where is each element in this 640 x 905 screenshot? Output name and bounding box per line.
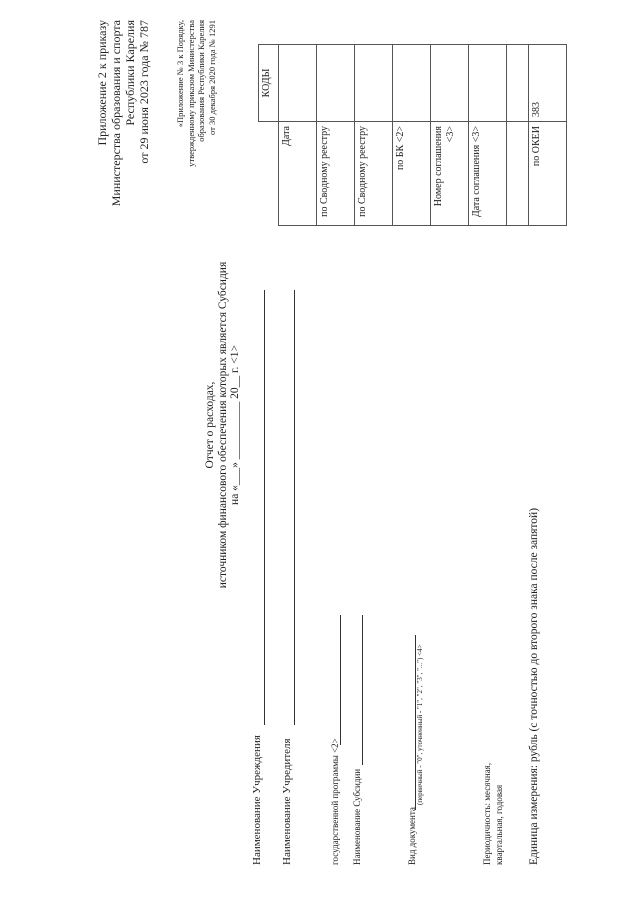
doc-type-label: Вид документа xyxy=(407,807,417,865)
codes-row-value[interactable] xyxy=(507,45,529,122)
codes-row-label: по Сводному реестру xyxy=(317,122,355,226)
appendix-block xyxy=(95,20,151,230)
periodicity-line-1: Периодичность: месячная, xyxy=(482,762,492,865)
state-program-line[interactable] xyxy=(340,615,341,745)
codes-row-value[interactable] xyxy=(279,45,317,122)
subsidy-line[interactable] xyxy=(362,615,363,765)
codes-row-value[interactable]: 383 xyxy=(529,45,567,122)
doc-type-hint: (первичный - "0", уточненный - "1", "2", "3", "...") <4> xyxy=(416,644,424,805)
founder-label: Наименование Учредителя xyxy=(281,738,293,865)
codes-row-value[interactable] xyxy=(431,45,469,122)
appendix-quote-block xyxy=(175,20,217,225)
appendix-quote-line: образования Республики Карелия xyxy=(196,20,206,142)
codes-row-label: по ОКЕИ xyxy=(529,122,567,226)
unit-label: Единица измерения: рубль (с точностью до второго знака после запятой) xyxy=(528,507,540,865)
codes-table xyxy=(258,44,567,226)
title-line: источником финансового обеспечения которых является Субсидия xyxy=(216,261,229,589)
subsidy-label: Наименование Субсидии xyxy=(352,768,362,865)
codes-row-value[interactable] xyxy=(355,45,393,122)
codes-row-label: по БК <2> xyxy=(393,122,431,226)
codes-row-label: Номер соглашения <3> xyxy=(431,122,469,226)
codes-row-value[interactable] xyxy=(393,45,431,122)
codes-row-value[interactable] xyxy=(317,45,355,122)
report-title xyxy=(204,245,242,605)
state-program-label: государственной программы <2> xyxy=(330,738,340,865)
codes-row-label: по Сводному реестру xyxy=(355,122,393,226)
appendix-line: от 29 июня 2023 года № 787 xyxy=(137,20,151,164)
title-line: на «___» __________ 20__ г. <1> xyxy=(229,345,241,505)
founder-line[interactable] xyxy=(294,290,295,725)
codes-row-value[interactable] xyxy=(469,45,507,122)
institution-line[interactable] xyxy=(264,290,265,725)
appendix-line: Приложение 2 к приказу xyxy=(95,20,109,146)
appendix-quote-line: утвержденному приказом Министерства xyxy=(185,20,196,167)
periodicity-line-2: квартальная, годовая xyxy=(494,784,504,865)
codes-header: КОДЫ xyxy=(259,45,279,122)
codes-header-spacer xyxy=(259,122,279,226)
title-line: Отчет о расходах, xyxy=(204,381,216,469)
appendix-line: Республики Карелия xyxy=(123,20,137,126)
codes-row-label: Дата xyxy=(279,122,317,226)
codes-row-label: Дата соглашения <3> xyxy=(469,122,507,226)
institution-label: Наименование Учреждения xyxy=(251,735,263,865)
appendix-line: Министерства образования и спорта xyxy=(109,20,123,207)
codes-row-label xyxy=(507,122,529,226)
appendix-quote-line: от 30 декабря 2020 года № 1291 xyxy=(206,20,217,135)
appendix-quote-line: «Приложение № 3 к Порядку, xyxy=(175,20,185,128)
